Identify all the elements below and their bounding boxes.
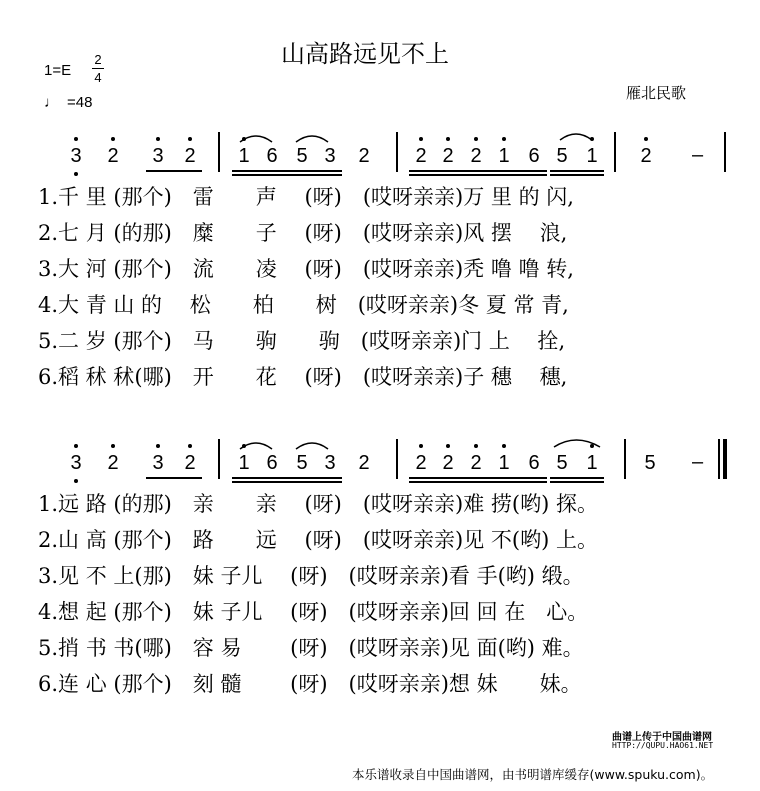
sustain-dash: – — [692, 451, 704, 473]
slur-group — [236, 435, 356, 455]
note: 3 — [324, 452, 336, 474]
tempo-marking — [44, 94, 92, 111]
octave-dot — [188, 137, 192, 141]
octave-dot-low — [74, 479, 78, 483]
octave-dot-low — [74, 172, 78, 176]
note: 3 — [152, 452, 164, 474]
octave-dot — [74, 137, 78, 141]
note: 2 — [107, 145, 119, 167]
lyric-line: 3.见 不 上(那) 妹 子儿 (呀) (哎呀亲亲)看 手(哟) 缎。 — [38, 564, 584, 588]
note: 2 — [470, 145, 482, 167]
octave-dot — [156, 444, 160, 448]
bar-line — [724, 132, 726, 172]
octave-dot — [502, 137, 506, 141]
time-signature-line — [92, 68, 104, 69]
lyric-line: 5.二 岁 (那个) 马 驹 驹 (哎呀亲亲)门 上 拴, — [38, 329, 566, 353]
lyric-line: 3.大 河 (那个) 流 凌 (呀) (哎呀亲亲)秃 噜 噜 转, — [38, 257, 574, 281]
slur — [240, 443, 272, 449]
octave-dot — [474, 137, 478, 141]
octave-dot — [188, 444, 192, 448]
sustain-dash: – — [692, 144, 704, 166]
lyric-line: 2.七 月 (的那) 糜 子 (呀) (哎呀亲亲)风 摆 浪, — [38, 221, 568, 245]
beam — [550, 477, 604, 479]
bar-line — [218, 439, 220, 479]
note: 1 — [238, 452, 250, 474]
note: 5 — [644, 452, 656, 474]
note: 1 — [498, 452, 510, 474]
lyric-line: 5.捎 书 书(哪) 容 易 (呀) (哎呀亲亲)见 面(哟) 难。 — [38, 636, 584, 660]
note: 6 — [266, 145, 278, 167]
beam — [550, 174, 604, 176]
note: 6 — [528, 452, 540, 474]
octave-dot — [474, 444, 478, 448]
octave-dot — [111, 137, 115, 141]
octave-dot — [111, 444, 115, 448]
final-bar-thick — [723, 439, 727, 479]
note: 3 — [70, 145, 82, 167]
slur — [296, 443, 328, 449]
slur-group — [236, 128, 356, 148]
note: 5 — [556, 452, 568, 474]
note: 1 — [586, 452, 598, 474]
octave-dot — [644, 137, 648, 141]
beam — [409, 481, 547, 483]
tempo-value: =48 — [67, 94, 93, 111]
slur-group — [550, 433, 610, 453]
time-signature — [90, 52, 106, 85]
slur-group — [556, 126, 606, 146]
note: 5 — [556, 145, 568, 167]
note: 2 — [184, 452, 196, 474]
octave-dot — [446, 137, 450, 141]
quarter-note-icon: ♩ — [44, 94, 59, 111]
note: 2 — [442, 145, 454, 167]
time-signature-bottom: 4 — [94, 70, 102, 85]
beam — [232, 477, 342, 479]
final-bar-thin — [718, 439, 720, 479]
note: 2 — [470, 452, 482, 474]
note: 3 — [324, 145, 336, 167]
lyric-line: 1.远 路 (的那) 亲 亲 (呀) (哎呀亲亲)难 捞(哟) 探。 — [38, 492, 598, 516]
beam — [232, 481, 342, 483]
note: 6 — [266, 452, 278, 474]
note: 6 — [528, 145, 540, 167]
bar-line — [396, 439, 398, 479]
lyric-line: 4.大 青 山 的 松 柏 树 (哎呀亲亲)冬 夏 常 青, — [38, 293, 569, 317]
octave-dot — [419, 444, 423, 448]
footer-upload-note: 曲谱上传于中国曲谱网 — [612, 732, 712, 743]
note: 2 — [640, 145, 652, 167]
beam — [232, 174, 342, 176]
note: 3 — [152, 145, 164, 167]
bar-line — [218, 132, 220, 172]
key-signature: 1=E — [44, 62, 72, 79]
note: 5 — [296, 145, 308, 167]
slur — [554, 440, 600, 447]
bar-line — [624, 439, 626, 479]
note: 2 — [442, 452, 454, 474]
note: 1 — [238, 145, 250, 167]
note: 2 — [358, 145, 370, 167]
octave-dot — [156, 137, 160, 141]
beam — [232, 170, 342, 172]
beam — [146, 477, 202, 479]
composer: 雁北民歌 — [626, 84, 687, 102]
bar-line — [396, 132, 398, 172]
lyric-line: 6.稻 秫 秫(哪) 开 花 (呀) (哎呀亲亲)子 穗 穗, — [38, 365, 568, 389]
note: 2 — [415, 452, 427, 474]
slur — [560, 134, 592, 140]
time-signature-top: 2 — [94, 52, 102, 67]
beam — [550, 170, 604, 172]
note: 3 — [70, 452, 82, 474]
slur — [240, 136, 272, 142]
note: 5 — [296, 452, 308, 474]
lyric-line: 6.连 心 (那个) 刻 髓 (呀) (哎呀亲亲)想 妹 妹。 — [38, 672, 582, 696]
bar-line — [614, 132, 616, 172]
footer-url[interactable]: HTTP://QUPU.HAO61.NET — [612, 741, 714, 750]
beam — [409, 174, 547, 176]
note: 1 — [498, 145, 510, 167]
octave-dot — [502, 444, 506, 448]
octave-dot — [74, 444, 78, 448]
octave-dot — [419, 137, 423, 141]
note: 2 — [184, 145, 196, 167]
note: 2 — [415, 145, 427, 167]
lyric-line: 2.山 高 (那个) 路 远 (呀) (哎呀亲亲)见 不(哟) 上。 — [38, 528, 598, 552]
beam — [550, 481, 604, 483]
note: 2 — [358, 452, 370, 474]
octave-dot — [446, 444, 450, 448]
beam — [146, 170, 202, 172]
note: 2 — [107, 452, 119, 474]
beam — [409, 477, 547, 479]
note: 1 — [586, 145, 598, 167]
footer-source: 本乐谱收录自中国曲谱网，由书明谱库缓存(www.spuku.com)。 — [352, 767, 714, 782]
beam — [409, 170, 547, 172]
page-title: 山高路远见不上 — [281, 40, 449, 68]
slur — [296, 136, 328, 142]
lyric-line: 1.千 里 (那个) 雷 声 (呀) (哎呀亲亲)万 里 的 闪, — [38, 185, 574, 209]
lyric-line: 4.想 起 (那个) 妹 子儿 (呀) (哎呀亲亲)回 回 在 心。 — [38, 600, 589, 624]
